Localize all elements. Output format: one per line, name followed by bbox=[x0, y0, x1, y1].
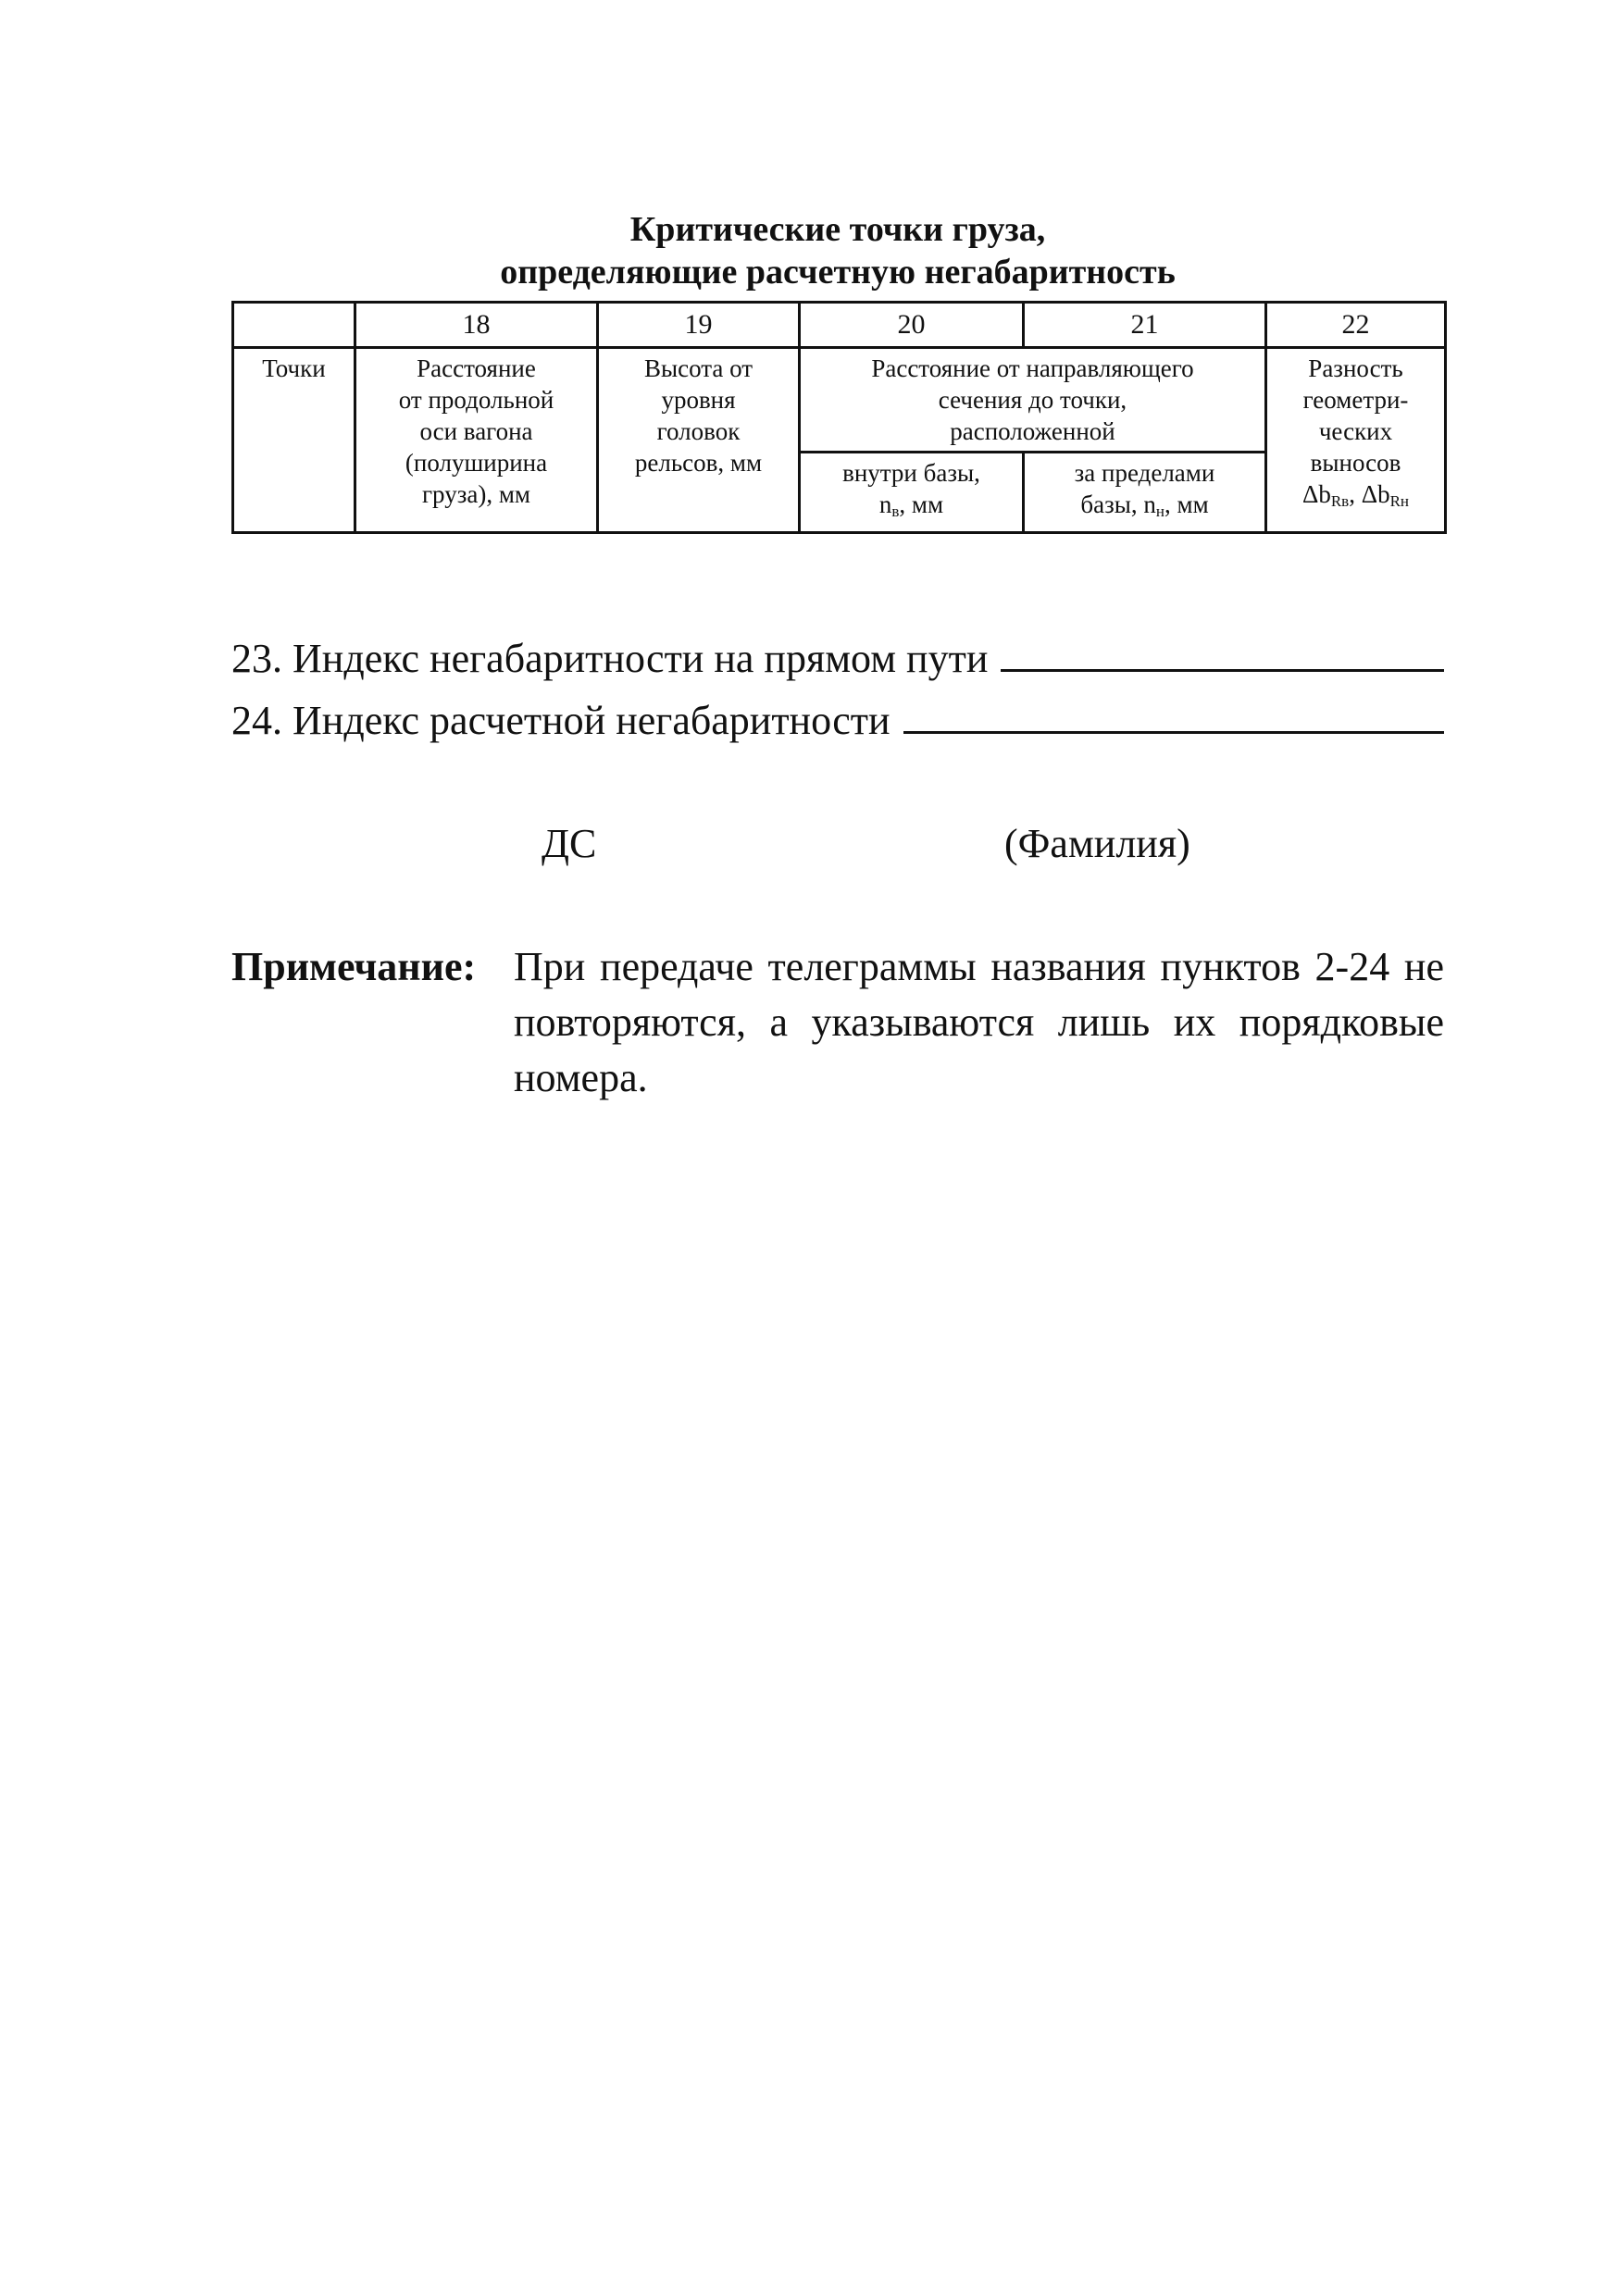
note-text: При передаче телеграммы названия пунктов 2-24 не повторяются, а указываются лишь их порядковые номера. bbox=[514, 944, 1444, 1100]
column-numbers-row bbox=[233, 303, 1446, 348]
column-number-19: 19 bbox=[598, 303, 800, 348]
difference-formula: $\Delta b_{Rв}$, $\Delta b_{Rн}$ bbox=[1301, 480, 1410, 510]
table-title-line-2: определяющие расчетную негабаритность bbox=[500, 253, 1176, 292]
item-24-line bbox=[231, 696, 1444, 746]
header-height: Высота от уровня головок рельсов, мм bbox=[598, 348, 800, 533]
header-inside-base: внутри базы, $n_в$, мм bbox=[800, 453, 1024, 533]
header-row-1 bbox=[233, 348, 1446, 453]
signature-ds: ДС bbox=[542, 821, 597, 866]
column-number-20: 20 bbox=[800, 303, 1024, 348]
column-number-22: 22 bbox=[1266, 303, 1446, 348]
item-23-text: 23. Индекс негабаритности на прямом пути bbox=[231, 636, 989, 681]
table-title bbox=[231, 208, 1444, 293]
item-24-text: 24. Индекс расчетной негабаритности bbox=[231, 698, 890, 743]
header-distance-group: Расстояние от направляющего сечения до точки, расположенной bbox=[800, 348, 1266, 453]
empty-corner-cell bbox=[233, 303, 355, 348]
signature-surname: (Фамилия) bbox=[1004, 821, 1190, 866]
note-label: Примечание: bbox=[231, 944, 477, 989]
table-title-line-1: Критические точки груза, bbox=[629, 210, 1046, 249]
item-23-line bbox=[231, 634, 1444, 684]
header-points: Точки bbox=[233, 348, 355, 533]
header-outside-base: за пределами базы, $n_н$, мм bbox=[1024, 453, 1266, 533]
column-number-21: 21 bbox=[1024, 303, 1266, 348]
item-23-blank[interactable] bbox=[1001, 634, 1444, 672]
header-half-width: Расстояние от продольной оси вагона (полуширина груза), мм bbox=[355, 348, 598, 533]
header-difference: Разность геометри- ческих выносов $\Delta b_{Rв}$, $\Delta b_{Rн}$ bbox=[1266, 348, 1446, 533]
item-24-blank[interactable] bbox=[903, 696, 1445, 734]
column-number-18: 18 bbox=[355, 303, 598, 348]
critical-points-table bbox=[231, 301, 1447, 534]
